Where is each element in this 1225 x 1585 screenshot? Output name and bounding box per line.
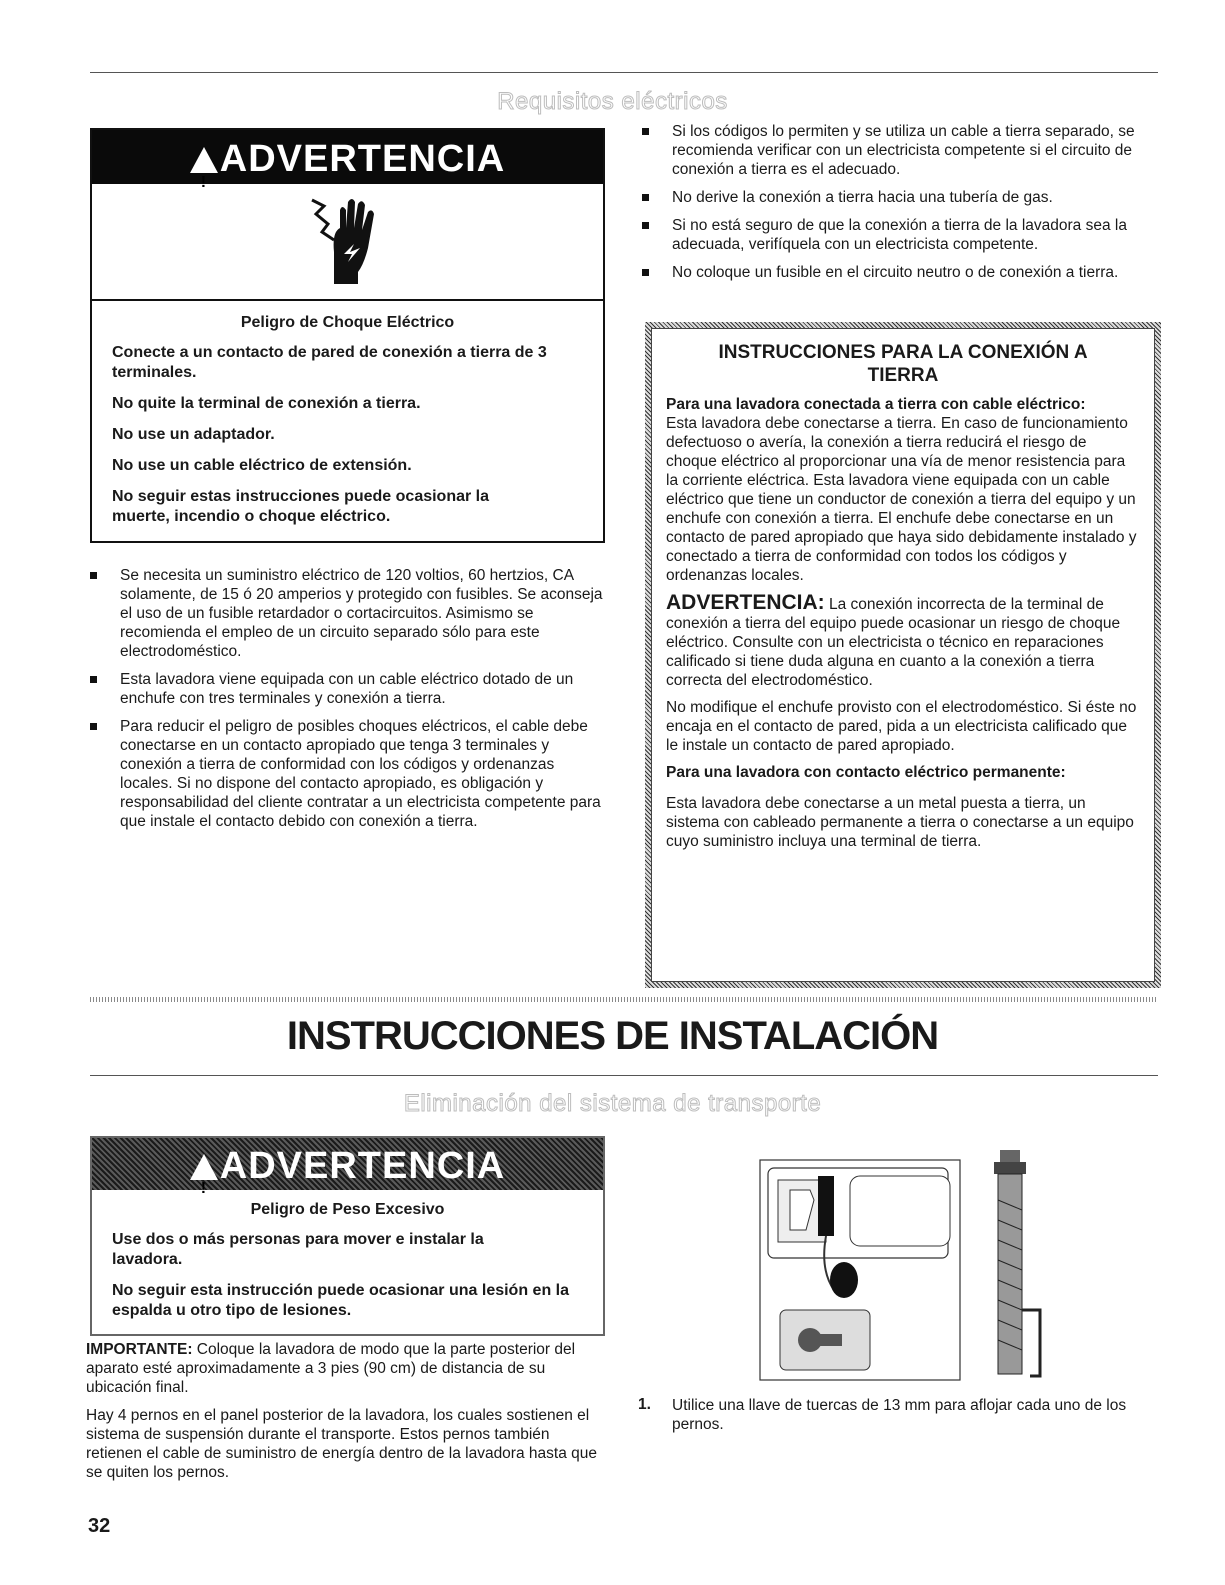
cord-text: Esta lavadora debe conectarse a tierra. En caso de funcionamiento defectuoso o avería, la conexión a tierra reducirá el riesgo de choque eléctrico al proporcionar una vía de menor resistencia para la corriente eléctrica. Esta lavadora viene equipada con un cable eléctrico que tiene un conductor de conexión a tierra del equipo y un enchufe con conexión a tierra. El enchufe debe conectarse en un contacto de pared apropiado que haya sido debidamente instalado y conectado a tierra de conformidad con todos los códigos y ordenanzas locales. — [666, 415, 1137, 584]
grounding-warning-text: La conexión incorrecta de la terminal de conexión a tierra del equipo puede ocasionar un riesgo de choque eléctrico. Consulte con un electricista o técnico en reparaciones calificado si tiene duda alguna en cuanto a la conexión a tierra correcta del electrodoméstico. — [666, 596, 1121, 689]
main-title: INSTRUCCIONES DE INSTALACIÓN — [286, 1014, 939, 1058]
warning-header — [92, 130, 603, 184]
warning-line: No seguir esta instrucción puede ocasionar una lesión en la espalda u otro tipo de lesiones. — [112, 1282, 570, 1319]
hazard-title: Peligro de Choque Eléctrico — [240, 314, 455, 331]
electric-shock-hand-icon — [304, 192, 394, 292]
list-item: Esta lavadora viene equipada con un cable eléctrico dotado de un enchufe con tres terminales y conexión a tierra. — [86, 670, 606, 708]
warning-box-weight — [90, 1136, 605, 1336]
warning-triangle-icon — [190, 1154, 218, 1180]
step-number: 1. — [638, 1396, 651, 1413]
important-label: IMPORTANTE: — [86, 1341, 193, 1358]
shock-icon-area — [92, 184, 603, 301]
warning-body — [92, 1190, 603, 1321]
warning-body — [92, 301, 603, 527]
section-title: Requisitos eléctricos — [497, 88, 728, 115]
hazard-title: Peligro de Peso Excesivo — [250, 1201, 445, 1218]
step-text: Utilice una llave de tuercas de 13 mm para aflojar cada uno de los pernos. — [672, 1397, 1127, 1433]
cord-heading: Para una lavadora conectada a tierra con cable eléctrico: — [666, 396, 1086, 413]
grounding-warning — [666, 593, 1140, 690]
list-item: Para reducir el peligro de posibles choques eléctricos, el cable debe conectarse en un contacto apropiado que tenga 3 terminales y conexión a tierra de conformidad con los códigos y ordenanzas locales. Si no dispone del contacto apropiado, es obligación y responsabilidad del cliente contratar a un electricista competente para que instale el contacto debido con conexión a tierra. — [86, 717, 606, 831]
top-rule — [90, 72, 1158, 73]
warning-header-label: ADVERTENCIA — [219, 138, 506, 180]
warning-header-label: ADVERTENCIA — [219, 1145, 506, 1187]
important-paragraph — [86, 1340, 606, 1397]
warning-header — [92, 1138, 603, 1190]
warning-line: No use un adaptador. — [112, 426, 275, 443]
list-item: Si los códigos lo permiten y se utiliza un cable a tierra separado, se recomienda verificar con un electricista competente si el circuito de conexión a tierra es el adecuado. — [638, 122, 1158, 179]
warning-line: Use dos o más personas para mover e instalar la lavadora. — [112, 1231, 484, 1268]
bolts-paragraph: Hay 4 pernos en el panel posterior de la lavadora, los cuales sostienen el sistema de suspensión durante el transporte. Estos pernos también retienen el cable de suministro de energía dentro de la lavadora hasta que se quiten los pernos. — [86, 1407, 597, 1481]
permanent-heading: Para una lavadora con contacto eléctrico permanente: — [666, 764, 1066, 781]
subsection-title: Eliminación del sistema de transporte — [403, 1090, 822, 1117]
permanent-text: Esta lavadora debe conectarse a un metal puesta a tierra, un sistema con cableado permanente a tierra o conectarse a un equipo cuyo suministro incluya una terminal de tierra. — [666, 795, 1134, 850]
warning-line: No seguir estas instrucciones puede ocasionar la muerte, incendio o choque eléctrico. — [112, 488, 490, 525]
modify-text: No modifique el enchufe provisto con el electrodoméstico. Si éste no encaja en el contacto de pared, pida a un electricista calificado que le instale un contacto de pared apropiado. — [666, 699, 1137, 754]
warning-triangle-icon — [190, 147, 218, 173]
bolt-icon — [994, 1150, 1040, 1376]
warning-box-electric — [90, 128, 605, 543]
section-divider — [90, 997, 1158, 1002]
step-1 — [638, 1396, 1158, 1442]
list-item: No derive la conexión a tierra hacia una tubería de gas. — [638, 188, 1158, 207]
list-item: Si no está seguro de que la conexión a tierra de la lavadora sea la adecuada, verifíquela con un electricista competente. — [638, 216, 1158, 254]
important-text: Coloque la lavadora de modo que la parte posterior del aparato esté aproximadamente a 3 pies (90 cm) de distancia de su ubicación final. — [86, 1341, 576, 1396]
grounding-instructions-box — [645, 322, 1161, 988]
warning-line: Conecte a un contacto de pared de conexión a tierra de 3 terminales. — [112, 344, 547, 381]
title-rule — [90, 1075, 1158, 1076]
warning-line: No use un cable eléctrico de extensión. — [112, 457, 412, 474]
washer-rear-bolt-illustration — [750, 1140, 1080, 1390]
page-number: 32 — [88, 1515, 111, 1537]
right-bullet-list — [638, 122, 1158, 291]
list-item: No coloque un fusible en el circuito neutro o de conexión a tierra. — [638, 263, 1158, 282]
grounding-warning-label: ADVERTENCIA: — [666, 591, 825, 614]
left-bullet-list — [86, 566, 606, 840]
list-item: Se necesita un suministro eléctrico de 120 voltios, 60 hertzios, CA solamente, de 15 ó 20 amperios y protegido con fusibles. Se aconseja el uso de un fusible retardador o cortacircuitos. Asimismo se recomienda el empleo de un circuito separado sólo para este electrodoméstico. — [86, 566, 606, 661]
grounding-title: INSTRUCCIONES PARA LA CONEXIÓN A TIERRA — [718, 342, 1088, 386]
warning-line: No quite la terminal de conexión a tierra. — [112, 395, 421, 412]
